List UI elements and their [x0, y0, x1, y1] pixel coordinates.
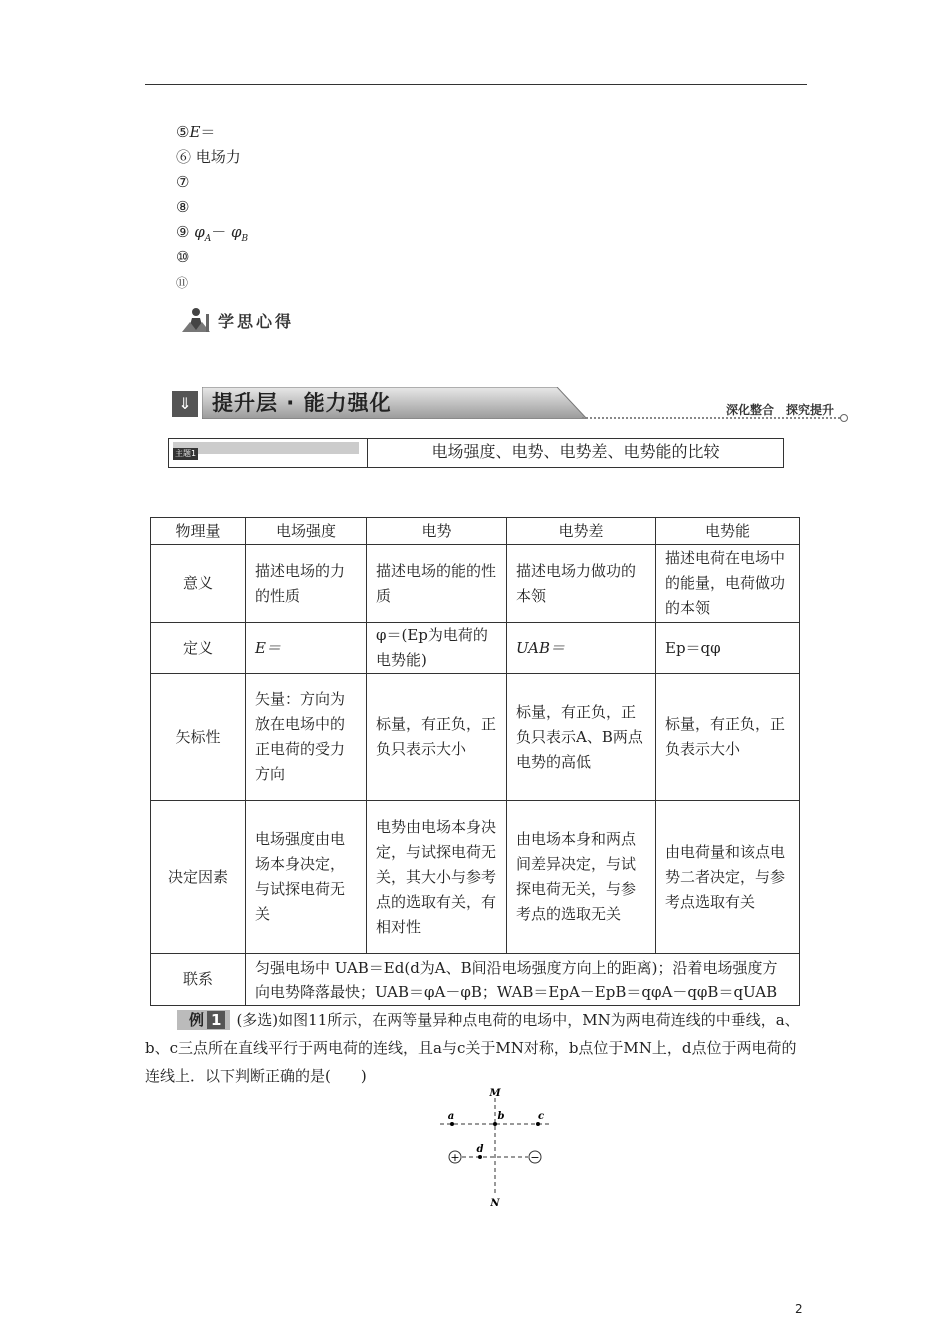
- header-cell: 物理量: [151, 518, 246, 545]
- table-cell: Ep＝qφ: [656, 623, 800, 674]
- example-tag: 例 1: [177, 1010, 230, 1030]
- table-row: [151, 801, 800, 954]
- table-cell: 由电场本身和两点间差异决定，与试探电荷无关，与参考点的选取无关: [507, 801, 656, 954]
- page-number: 2: [795, 1302, 803, 1316]
- label-n: N: [490, 1198, 500, 1209]
- header-cell: 电势: [367, 518, 507, 545]
- table-cell: 矢量：方向为放在电场中的正电荷的受力方向: [246, 674, 367, 801]
- answer-item-9: ⑨ $\varphi_A- \varphi_B$: [176, 223, 249, 244]
- table-cell: 描述电场的力的性质: [246, 545, 367, 623]
- comparison-table: [150, 517, 800, 1006]
- charge-figure: [432, 1084, 558, 1210]
- point-b: [493, 1122, 497, 1126]
- label-m: M: [489, 1088, 501, 1099]
- reflection-label: 学思心得: [218, 311, 295, 331]
- table-cell-span: 匀强电场中 UAB＝Ed(d为A、B间沿电场强度方向上的距离)；沿着电场强度方向电势降落最快；UAB＝φA－φB；WAB＝EpA－EpB＝qφA－qφB＝qUAB: [246, 954, 800, 1006]
- answer-item-7: ⑦: [176, 173, 190, 191]
- row-label: 意义: [151, 545, 246, 623]
- header-cell: 电势差: [507, 518, 656, 545]
- row-label: 定义: [151, 623, 246, 674]
- table-cell: 标量，有正负，正负只表示A、B两点电势的高低: [507, 674, 656, 801]
- theme-box: [168, 438, 784, 468]
- row-label: 矢标性: [151, 674, 246, 801]
- table-cell: 由电荷量和该点电势二者决定，与参考点选取有关: [656, 801, 800, 954]
- header-rule: [145, 84, 807, 85]
- down-arrow-icon: ⇓: [172, 391, 198, 417]
- table-cell: 标量，有正负，正负只表示大小: [367, 674, 507, 801]
- table-cell: E＝: [246, 623, 367, 674]
- label-b: b: [497, 1111, 505, 1122]
- table-row: [151, 954, 800, 1006]
- table-cell: 描述电场力做功的本领: [507, 545, 656, 623]
- example-paragraph: [145, 1006, 807, 1090]
- table-cell: 描述电场的能的性质: [367, 545, 507, 623]
- table-cell: 电势由电场本身决定，与试探电荷无关，其大小与参考点的选取有关，有相对性: [367, 801, 507, 954]
- answer-item-8: ⑧: [176, 198, 190, 216]
- label-c: c: [537, 1111, 545, 1122]
- table-cell: φ＝(Ep为电荷的电势能): [367, 623, 507, 674]
- table-cell: 电场强度由电场本身决定，与试探电荷无关: [246, 801, 367, 954]
- plus-sign: +: [450, 1151, 460, 1164]
- answer-item-10: ⑩: [176, 248, 190, 266]
- row-label: 联系: [151, 954, 246, 1006]
- label-a: a: [447, 1111, 455, 1122]
- rule-end-dot: [840, 414, 848, 422]
- header-cell: 电势能: [656, 518, 800, 545]
- point-c: [536, 1122, 540, 1126]
- answer-list: [176, 120, 248, 295]
- answer-item-5: ⑤E＝: [176, 123, 216, 141]
- table-row: [151, 545, 800, 623]
- label-d: d: [476, 1144, 484, 1155]
- table-cell: 标量，有正负，正负表示大小: [656, 674, 800, 801]
- section-title: 提升层 · 能力强化: [212, 391, 392, 415]
- theme-title: 电场强度、电势、电势差、电势能的比较: [431, 442, 720, 461]
- table-row: [151, 674, 800, 801]
- table-cell: UAB＝: [507, 623, 656, 674]
- reflection-heading: [182, 306, 294, 334]
- minus-sign: −: [530, 1151, 540, 1164]
- answer-item-6: ⑥ 电场力: [176, 148, 241, 166]
- theme-tag: 主题1: [173, 442, 359, 454]
- point-d: [478, 1155, 482, 1159]
- header-cell: 电场强度: [246, 518, 367, 545]
- table-cell: 描述电荷在电场中的能量，电荷做功的本领: [656, 545, 800, 623]
- answer-item-11: ⑪: [176, 276, 189, 290]
- table-header-row: [151, 518, 800, 545]
- table-row: [151, 623, 800, 674]
- row-label: 决定因素: [151, 801, 246, 954]
- section-subtitle: 深化整合 探究提升: [725, 403, 834, 417]
- section-banner: [172, 385, 848, 423]
- example-text: (多选)如图11所示，在两等量异种点电荷的电场中，MN为两电荷连线的中垂线，a、b、c三点所在直线平行于两电荷的连线，且a与c关于MN对称，b点位于MN上，d点位于两电荷的连线上．以下判断正确的是( ): [145, 1011, 800, 1085]
- reader-icon: [182, 306, 214, 334]
- point-a: [450, 1122, 454, 1126]
